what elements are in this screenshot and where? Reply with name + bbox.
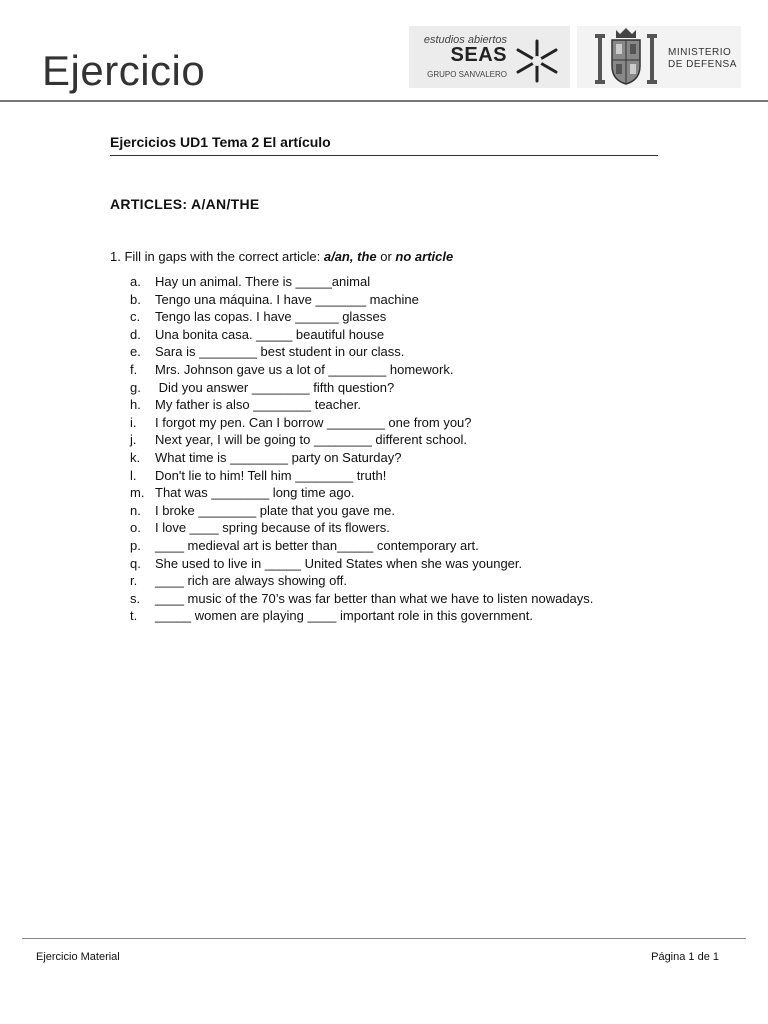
item-letter: p. <box>130 537 141 553</box>
document-heading: Ejercicios UD1 Tema 2 El artículo <box>110 134 331 150</box>
instruction-option-a-an: a/an <box>323 249 350 264</box>
item-letter: e. <box>130 344 141 360</box>
seas-tagline: estudios abiertos <box>423 34 507 46</box>
item-text: Don't lie to him! Tell him ________ truth! <box>155 467 387 483</box>
header-divider <box>0 100 768 102</box>
item-letter: g. <box>130 379 141 395</box>
item-letter: a. <box>130 274 141 289</box>
seas-star-icon <box>512 38 562 84</box>
item-text: Una bonita casa. _____ beautiful house <box>155 326 385 342</box>
item-letter: n. <box>130 502 141 518</box>
seas-name: SEAS <box>450 44 507 66</box>
item-letter: t. <box>130 608 138 624</box>
item-letter: d. <box>130 326 141 342</box>
item-letter: q. <box>130 555 141 571</box>
list-item <box>130 467 593 485</box>
list-item <box>130 572 593 590</box>
item-text: That was ________ long time ago. <box>155 485 355 501</box>
item-letter: b. <box>130 291 141 307</box>
list-item <box>130 343 593 361</box>
list-item <box>130 431 593 449</box>
item-text: ____ medieval art is better than_____ contemporary art. <box>155 537 479 553</box>
item-text: ____ rich are always showing off. <box>155 573 347 589</box>
footer-label: Ejercicio Material <box>36 951 120 963</box>
ministry-name <box>668 47 737 71</box>
seas-group: GRUPO SANVALERO <box>427 70 507 79</box>
list-item <box>130 361 593 379</box>
item-letter: k. <box>130 449 141 465</box>
list-item <box>130 537 593 555</box>
list-item <box>130 396 593 414</box>
list-item <box>130 607 593 625</box>
ministry-line1: MINISTERIO <box>668 47 732 58</box>
item-text: I love ____ spring because of its flowers. <box>155 520 390 536</box>
list-item <box>130 519 593 537</box>
exercise-instruction <box>110 249 453 264</box>
item-text: _____ women are playing ____ important role in this government. <box>155 608 533 624</box>
list-item <box>130 484 593 502</box>
instruction-option-the: the <box>357 249 377 264</box>
instruction-separator-2: or <box>376 249 396 264</box>
list-item <box>130 449 593 467</box>
item-text: Tengo las copas. I have ______ glasses <box>155 309 387 325</box>
section-title: ARTICLES: A/AN/THE <box>110 196 260 212</box>
item-text: What time is ________ party on Saturday? <box>155 449 402 465</box>
item-letter: i. <box>130 414 137 430</box>
item-text: I broke ________ plate that you gave me. <box>155 502 395 518</box>
item-text: Mrs. Johnson gave us a lot of ________ homework. <box>155 361 454 377</box>
list-item <box>130 326 593 344</box>
item-letter: r. <box>130 573 138 589</box>
list-item <box>130 502 593 520</box>
list-item <box>130 308 593 326</box>
instruction-separator-1: , <box>349 249 358 264</box>
list-item <box>130 379 593 397</box>
heading-underline <box>110 155 658 156</box>
list-item <box>130 555 593 573</box>
item-text: Did you answer ________ fifth question? <box>155 379 395 395</box>
ministry-line2: DE DEFENSA <box>668 59 737 70</box>
item-letter: m. <box>130 485 145 501</box>
item-text: Tengo una máquina. I have _______ machine <box>155 291 419 307</box>
footer-divider <box>22 938 746 939</box>
item-text: ____ music of the 70’s was far better than what we have to listen nowadays. <box>155 590 594 606</box>
list-item <box>130 291 593 309</box>
item-letter: j. <box>130 432 137 448</box>
coat-of-arms-icon <box>590 26 662 90</box>
item-text: Sara is ________ best student in our class. <box>155 344 405 360</box>
item-letter: h. <box>130 397 141 413</box>
exercise-list <box>130 273 593 625</box>
list-item <box>130 414 593 432</box>
list-item <box>130 273 593 291</box>
item-letter: c. <box>130 309 141 325</box>
item-text: I forgot my pen. Can I borrow ________ one from you? <box>155 414 472 430</box>
item-letter: l. <box>130 467 137 483</box>
page-title: Ejercicio <box>42 47 206 94</box>
item-text: My father is also ________ teacher. <box>155 397 361 413</box>
page-number: Página 1 de 1 <box>651 951 719 963</box>
item-letter: s. <box>130 590 141 606</box>
item-text: Next year, I will be going to ________ different school. <box>155 432 467 448</box>
instruction-option-no-article: no article <box>395 249 454 264</box>
item-text: Hay un animal. There is _____animal <box>155 274 371 289</box>
item-letter: f. <box>130 361 138 377</box>
list-item <box>130 590 593 608</box>
item-text: She used to live in _____ United States when she was younger. <box>155 555 523 571</box>
item-letter: o. <box>130 520 141 536</box>
instruction-prefix: 1. Fill in gaps with the correct article: <box>110 249 324 264</box>
